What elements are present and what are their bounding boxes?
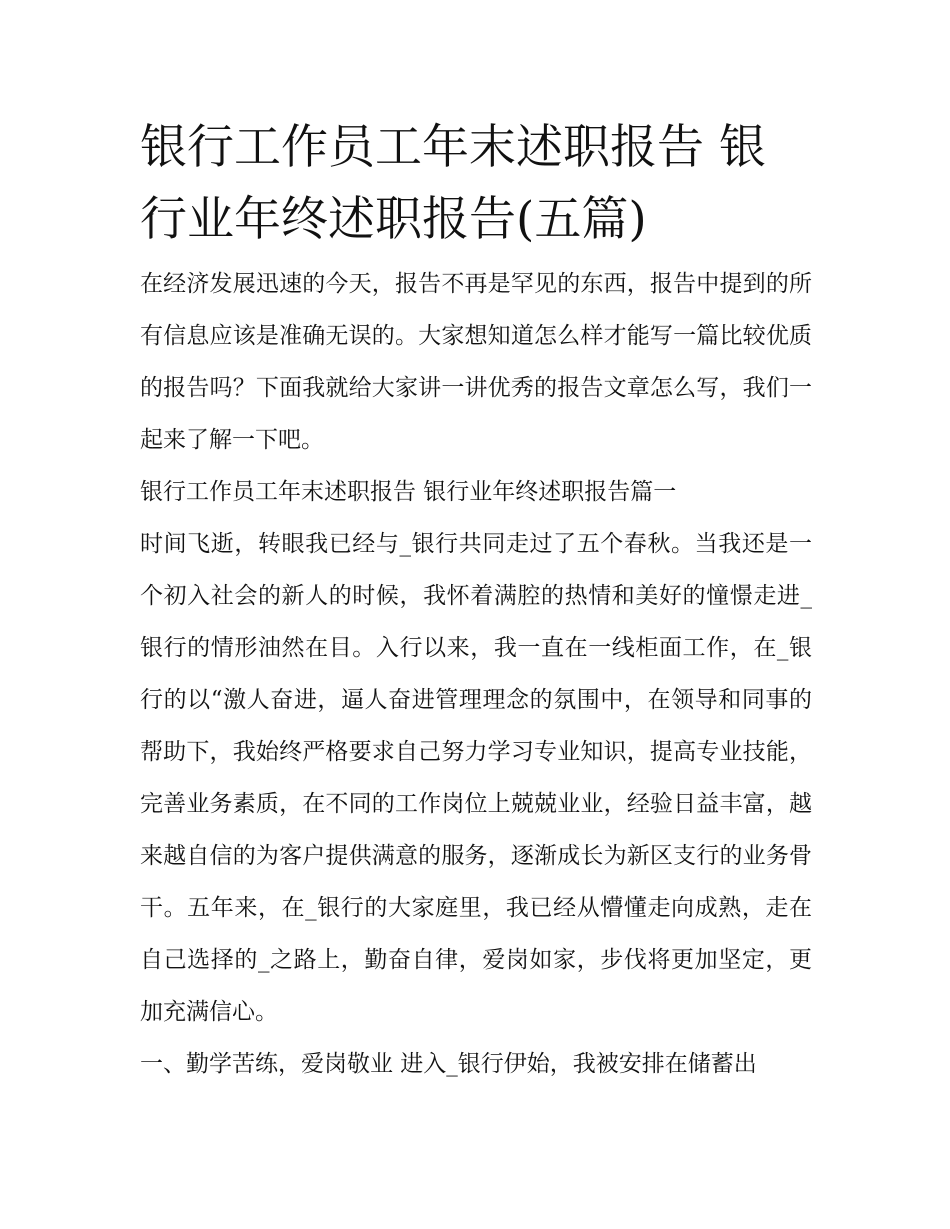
- document-page: [140, 112, 812, 1090]
- intro-paragraph: 在经济发展迅速的今天，报告不再是罕见的东西，报告中提到的所有信息应该是准确无误的。大家想知道怎么样才能写一篇比较优质的报告吗？下面我就给大家讲一讲优秀的报告文章怎么写，我们一起来了解一下吧。: [140, 271, 812, 453]
- body-paragraph-2: 一、勤学苦练，爱岗敬业 进入_银行伊始，我被安排在储蓄出: [140, 1051, 757, 1077]
- section-title: 银行工作员工年末述职报告 银行业年终述职报告篇一: [140, 479, 677, 505]
- document-title: 银行工作员工年末述职报告 银行业年终述职报告(五篇): [140, 120, 766, 247]
- body-paragraph-1: 时间飞逝，转眼我已经与_银行共同走过了五个春秋。当我还是一个初入社会的新人的时候，我怀着满腔的热情和美好的憧憬走进_银行的情形油然在目。入行以来，我一直在一线柜面工作，在_银行的以“激人奋进，逼人奋进管理理念的氛围中，在领导和同事的帮助下，我始终严格要求自己努力学习专业知识，提高专业技能，完善业务素质，在不同的工作岗位上兢兢业业，经验日益丰富，越来越自信的为客户提供满意的服务，逐渐成长为新区支行的业务骨干。五年来，在_银行的大家庭里，我已经从懵懂走向成熟，走在自己选择的_之路上，勤奋自律，爱岗如家，步伐将更加坚定，更加充满信心。: [140, 531, 812, 1025]
